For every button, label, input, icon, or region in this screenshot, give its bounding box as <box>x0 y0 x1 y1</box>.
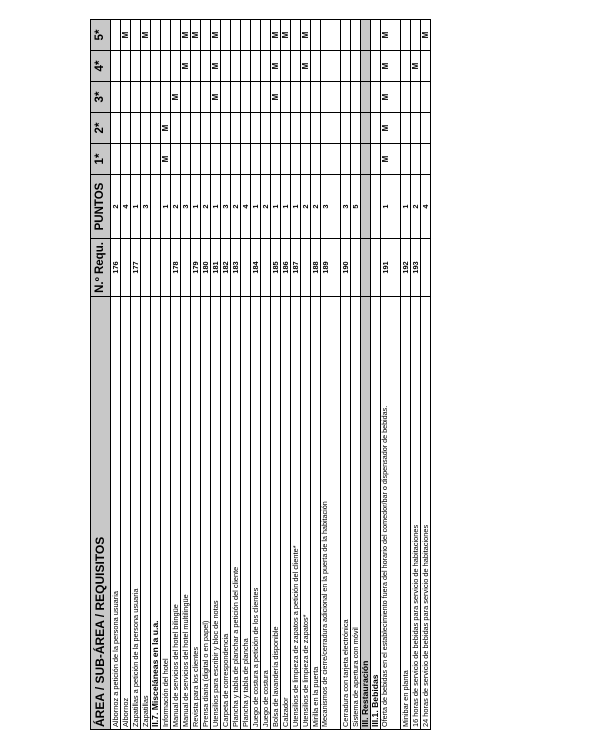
table-row-puntos: 1 <box>291 174 301 238</box>
table-row-label: Bolsa de lavandería disponible <box>271 296 281 730</box>
section-heading-cell <box>151 50 161 81</box>
table-row-star-1 <box>421 143 431 174</box>
table-row-star-1 <box>251 143 261 174</box>
table-row-star-4 <box>321 50 341 81</box>
table-row-star-4 <box>281 50 291 81</box>
table-row-puntos: 1 <box>271 174 281 238</box>
table-row-star-1 <box>271 143 281 174</box>
rotated-page <box>90 29 540 730</box>
table-row-star-1 <box>321 143 341 174</box>
table-row-star-5 <box>341 19 351 50</box>
table-row-label: Prensa diaria (digital o en papel) <box>201 296 211 730</box>
table-row-star-1: M <box>161 143 171 174</box>
section-heading-cell <box>151 174 161 238</box>
table-row-star-1 <box>411 143 421 174</box>
table-row-puntos: 2 <box>201 174 211 238</box>
section-band-cell <box>361 143 371 174</box>
table-row-star-4 <box>191 50 201 81</box>
table-row-star-1 <box>311 143 321 174</box>
table-row-star-1 <box>121 143 131 174</box>
table-row-label: Albornoz a petición de la persona usuaria <box>111 296 121 730</box>
table-row-req: 186 <box>281 238 291 296</box>
table-row-label: Utensilios de limpieza de zapatos* <box>301 296 311 730</box>
table-row-label: 24 horas de servicio de bebidas para servicio de habitaciones <box>421 296 431 730</box>
table-row-star-2 <box>231 112 241 143</box>
table-row-puntos: 3 <box>181 174 191 238</box>
table-row-star-2 <box>111 112 121 143</box>
table-row-req <box>161 238 171 296</box>
section-heading-cell <box>151 238 161 296</box>
table-row-star-5 <box>161 19 171 50</box>
table-row-label: Carpeta de correspondencia <box>221 296 231 730</box>
header-1-star: 1* <box>90 143 111 174</box>
table-row-star-5: M <box>181 19 191 50</box>
table-row-star-4: M <box>381 50 401 81</box>
table-row-req <box>241 238 251 296</box>
table-row-req: 182 <box>221 238 231 296</box>
section-band-cell <box>361 112 371 143</box>
table-row-star-3 <box>181 81 191 112</box>
table-row-label: Albornoz <box>121 296 131 730</box>
table-row-star-3 <box>201 81 211 112</box>
table-row-star-5 <box>111 19 121 50</box>
table-row-star-3 <box>261 81 271 112</box>
table-row-label: Manual de servicios del hotel multilingüe <box>181 296 191 730</box>
table-row-label: Juego de costura <box>261 296 271 730</box>
table-row-star-2 <box>181 112 191 143</box>
table-row-star-5 <box>411 19 421 50</box>
table-row-star-2 <box>351 112 361 143</box>
table-row-req: 177 <box>131 238 141 296</box>
table-row-req <box>181 238 191 296</box>
table-row-puntos: 5 <box>351 174 361 238</box>
table-row-star-1 <box>261 143 271 174</box>
requirements-table <box>90 29 540 730</box>
section-band-cell <box>361 81 371 112</box>
table-row-star-3: M <box>211 81 221 112</box>
table-row-puntos: 3 <box>341 174 351 238</box>
table-row-star-3 <box>351 81 361 112</box>
table-row-star-4 <box>221 50 231 81</box>
table-row-puntos: 1 <box>131 174 141 238</box>
table-row-star-5: M <box>121 19 131 50</box>
table-row-star-5 <box>131 19 141 50</box>
table-row-puntos: 3 <box>141 174 151 238</box>
table-row-star-1: M <box>381 143 401 174</box>
table-row-star-2 <box>281 112 291 143</box>
table-row-star-5 <box>171 19 181 50</box>
table-row-star-4: M <box>211 50 221 81</box>
table-row-star-5: M <box>141 19 151 50</box>
table-row-puntos: 1 <box>211 174 221 238</box>
table-row-label: Utensilios de limpieza de zapatos a petición del cliente* <box>291 296 301 730</box>
table-row-star-4: M <box>411 50 421 81</box>
table-row-star-5 <box>201 19 211 50</box>
table-row-star-2 <box>121 112 131 143</box>
header-area: ÁREA / SUB-ÁREA / REQUISITOS <box>90 296 111 730</box>
section-band-cell <box>361 174 371 238</box>
section-band-cell <box>361 238 371 296</box>
table-row-puntos: 3 <box>321 174 341 238</box>
table-row-star-5: M <box>211 19 221 50</box>
table-row-req: 181 <box>211 238 221 296</box>
table-row-star-5 <box>321 19 341 50</box>
table-row-star-1 <box>111 143 121 174</box>
table-row-star-2 <box>131 112 141 143</box>
table-row-star-5: M <box>281 19 291 50</box>
header-4-star: 4* <box>90 50 111 81</box>
table-row-puntos: 2 <box>411 174 421 238</box>
table-row-star-2 <box>311 112 321 143</box>
table-row-req: 176 <box>111 238 121 296</box>
table-row-puntos: 1 <box>281 174 291 238</box>
section-heading-cell <box>151 19 161 50</box>
table-row-star-3 <box>221 81 231 112</box>
table-row-req <box>301 238 311 296</box>
table-row-star-3 <box>421 81 431 112</box>
table-row-star-5 <box>401 19 411 50</box>
table-row-label: Revista para los clientes <box>191 296 201 730</box>
table-row-star-4 <box>121 50 131 81</box>
table-row-star-4: M <box>271 50 281 81</box>
section-heading-cell <box>371 112 381 143</box>
table-row-star-3 <box>191 81 201 112</box>
table-row-star-5 <box>261 19 271 50</box>
table-row-star-2 <box>341 112 351 143</box>
table-row-label: Minibar en planta <box>401 296 411 730</box>
table-row-star-2 <box>241 112 251 143</box>
table-row-star-5: M <box>271 19 281 50</box>
table-row-star-5 <box>221 19 231 50</box>
table-row-req <box>261 238 271 296</box>
table-row-star-4 <box>231 50 241 81</box>
table-row-req: 187 <box>291 238 301 296</box>
section-heading-cell <box>371 50 381 81</box>
table-row-star-4: M <box>181 50 191 81</box>
table-row-label: Plancha y tabla de planchar a petición del cliente <box>231 296 241 730</box>
section-heading-cell <box>371 238 381 296</box>
section-heading-cell <box>371 174 381 238</box>
table-row-star-4 <box>111 50 121 81</box>
table-row-puntos: 3 <box>221 174 231 238</box>
table-row-label: 16 horas de servicio de bebidas para servicio de habitaciones <box>411 296 421 730</box>
table-row-puntos: 2 <box>311 174 321 238</box>
table-row-req: 185 <box>271 238 281 296</box>
table-row-star-1 <box>141 143 151 174</box>
table-row-star-4: M <box>301 50 311 81</box>
table-row-star-3 <box>321 81 341 112</box>
table-row-star-3 <box>241 81 251 112</box>
table-row-req: 190 <box>341 238 351 296</box>
table-row-label: Calzador <box>281 296 291 730</box>
table-row-puntos: 2 <box>231 174 241 238</box>
table-row-star-2 <box>141 112 151 143</box>
table-row-star-5: M <box>421 19 431 50</box>
section-band-cell <box>361 19 371 50</box>
section-heading-cell <box>151 81 161 112</box>
table-row-star-2 <box>301 112 311 143</box>
header-puntos: PUNTOS <box>90 174 111 238</box>
table-row-star-2 <box>201 112 211 143</box>
table-row-puntos: 2 <box>111 174 121 238</box>
table-row-puntos: 2 <box>171 174 181 238</box>
table-row-star-5 <box>291 19 301 50</box>
table-row-star-3: M <box>271 81 281 112</box>
table-row-star-3 <box>111 81 121 112</box>
table-row-star-1 <box>181 143 191 174</box>
table-row-star-2 <box>251 112 261 143</box>
table-row-star-3 <box>141 81 151 112</box>
table-row-label: Cerradura con tarjeta electrónica <box>341 296 351 730</box>
table-row-label: Utensilios para escribir y bloc de notas <box>211 296 221 730</box>
table-row-star-3: M <box>381 81 401 112</box>
table-row-star-1 <box>241 143 251 174</box>
table-row-star-3 <box>341 81 351 112</box>
section-heading: III.1. Bebidas <box>371 296 381 730</box>
table-row-star-1 <box>231 143 241 174</box>
table-row-star-1 <box>221 143 231 174</box>
table-row-req: 183 <box>231 238 241 296</box>
table-row-star-4 <box>251 50 261 81</box>
header-req: N.º Requ. <box>90 238 111 296</box>
table-row-req: 178 <box>171 238 181 296</box>
table-row-puntos: 4 <box>241 174 251 238</box>
table-row-star-3 <box>411 81 421 112</box>
table-row-star-3 <box>291 81 301 112</box>
table-row-star-3 <box>281 81 291 112</box>
section-heading-cell <box>151 143 161 174</box>
table-row-star-3 <box>311 81 321 112</box>
table-row-star-1 <box>301 143 311 174</box>
table-row-req <box>141 238 151 296</box>
table-row-label: Manual de servicios del hotel bilingüe <box>171 296 181 730</box>
table-row-puntos: 1 <box>381 174 401 238</box>
table-row-star-4 <box>141 50 151 81</box>
section-band: III. Restauración <box>361 296 371 730</box>
table-row-star-1 <box>131 143 141 174</box>
table-row-req: 184 <box>251 238 261 296</box>
table-row-star-3 <box>301 81 311 112</box>
table-row-star-5: M <box>191 19 201 50</box>
table-row-puntos: 1 <box>251 174 261 238</box>
table-row-req: 188 <box>311 238 321 296</box>
table-row-star-4 <box>241 50 251 81</box>
table-row-puntos: 4 <box>121 174 131 238</box>
table-row-star-3 <box>231 81 241 112</box>
table-row-label: Información del hotel <box>161 296 171 730</box>
header-2-star: 2* <box>90 112 111 143</box>
table-row-req: 179 <box>191 238 201 296</box>
table-row-star-2 <box>211 112 221 143</box>
table-row-star-2 <box>271 112 281 143</box>
section-heading-cell <box>371 81 381 112</box>
table-row-req: 193 <box>411 238 421 296</box>
table-row-star-2 <box>191 112 201 143</box>
table-row-star-3: M <box>171 81 181 112</box>
table-row-star-4 <box>201 50 211 81</box>
table-row-star-5: M <box>381 19 401 50</box>
table-row-label: Zapatillas a petición de la persona usuaria <box>131 296 141 730</box>
table-row-star-4 <box>401 50 411 81</box>
table-row-star-2 <box>171 112 181 143</box>
table-row-star-4 <box>311 50 321 81</box>
table-row-req: 191 <box>381 238 401 296</box>
table-row-star-1 <box>191 143 201 174</box>
table-row-star-2 <box>291 112 301 143</box>
table-row-label: Juego de costura a petición de los clientes <box>251 296 261 730</box>
table-row-star-5: M <box>301 19 311 50</box>
table-row-star-4 <box>161 50 171 81</box>
table-row-star-5 <box>241 19 251 50</box>
table-row-star-2: M <box>161 112 171 143</box>
table-row-star-2 <box>411 112 421 143</box>
table-row-label: Mirilla en la puerta <box>311 296 321 730</box>
table-row-star-2 <box>221 112 231 143</box>
table-row-puntos: 1 <box>401 174 411 238</box>
table-row-star-1 <box>351 143 361 174</box>
table-row-star-5 <box>251 19 261 50</box>
table-row-req <box>421 238 431 296</box>
table-row-star-4 <box>291 50 301 81</box>
table-row-star-2: M <box>381 112 401 143</box>
table-row-star-1 <box>281 143 291 174</box>
table-row-star-2 <box>421 112 431 143</box>
table-row-star-1 <box>211 143 221 174</box>
table-row-star-3 <box>131 81 141 112</box>
table-row-req: 189 <box>321 238 341 296</box>
table-row-star-1 <box>341 143 351 174</box>
table-row-req: 180 <box>201 238 211 296</box>
table-row-star-5 <box>311 19 321 50</box>
table-row-star-3 <box>161 81 171 112</box>
table-row-star-1 <box>171 143 181 174</box>
table-row-star-5 <box>351 19 361 50</box>
table-row-star-4 <box>261 50 271 81</box>
table-row-star-3 <box>251 81 261 112</box>
table-row-star-1 <box>201 143 211 174</box>
table-row-label: Plancha y tabla de plancha <box>241 296 251 730</box>
table-row-star-5 <box>231 19 241 50</box>
table-row-star-3 <box>401 81 411 112</box>
header-3-star: 3* <box>90 81 111 112</box>
table-row-puntos: 2 <box>261 174 271 238</box>
table-row-req <box>351 238 361 296</box>
table-row-req <box>121 238 131 296</box>
table-row-star-1 <box>401 143 411 174</box>
table-row-star-2 <box>261 112 271 143</box>
section-band-cell <box>361 50 371 81</box>
section-heading-cell <box>371 19 381 50</box>
table-row-puntos: 1 <box>191 174 201 238</box>
table-row-label: Oferta de bebidas en el establecimiento fuera del horario del comedor/bar o dispensador de bebidas. <box>381 296 401 730</box>
table-row-puntos: 2 <box>301 174 311 238</box>
table-row-label: Zapatillas <box>141 296 151 730</box>
table-row-star-4 <box>341 50 351 81</box>
table-row-req: 192 <box>401 238 411 296</box>
table-row-star-1 <box>291 143 301 174</box>
table-row-label: Mecanismos de cierre/cerradura adicional en la puerta de la habitación <box>321 296 341 730</box>
table-row-puntos: 4 <box>421 174 431 238</box>
section-heading-cell <box>151 112 161 143</box>
header-5-star: 5* <box>90 19 111 50</box>
table-row-star-4 <box>171 50 181 81</box>
table-row-star-4 <box>351 50 361 81</box>
table-row-star-3 <box>121 81 131 112</box>
section-heading-cell <box>371 143 381 174</box>
table-row-star-4 <box>131 50 141 81</box>
table-row-puntos: 1 <box>161 174 171 238</box>
table-row-star-2 <box>401 112 411 143</box>
section-heading: II.7. Misceláneas en la u.a. <box>151 296 161 730</box>
table-row-label: Sistema de apertura con móvil <box>351 296 361 730</box>
table-row-star-4 <box>421 50 431 81</box>
table-row-star-2 <box>321 112 341 143</box>
